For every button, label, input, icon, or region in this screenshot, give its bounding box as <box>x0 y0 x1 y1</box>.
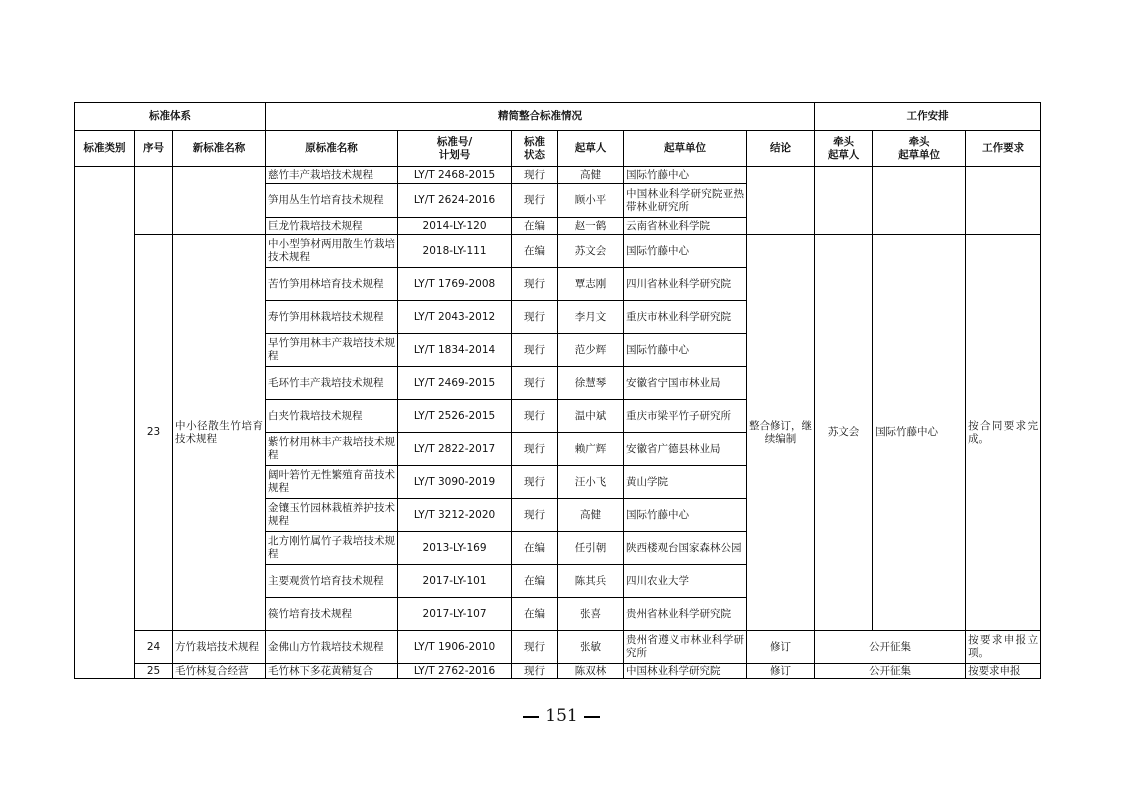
header-drafter: 起草人 <box>558 131 624 167</box>
standard-status: 在编 <box>512 235 558 268</box>
standard-code: LY/T 1906-2010 <box>398 631 512 664</box>
standard-code: 2017-LY-107 <box>398 598 512 631</box>
drafter-unit: 贵州省遵义市林业科学研究所 <box>624 631 747 664</box>
drafter-unit: 国际竹藤中心 <box>624 167 747 184</box>
header-standard-system: 标准体系 <box>75 103 266 131</box>
new-standard-name: 毛竹林复合经营 <box>173 664 266 679</box>
drafter-name: 赖广辉 <box>558 433 624 466</box>
orig-standard-name: 北方刚竹属竹子栽培技术规程 <box>266 532 398 565</box>
drafter-name: 张敏 <box>558 631 624 664</box>
standard-status: 在编 <box>512 565 558 598</box>
orig-standard-name: 中小型笋材两用散生竹栽培技术规程 <box>266 235 398 268</box>
orig-standard-name: 金镶玉竹园林栽植养护技术规程 <box>266 499 398 532</box>
drafter-unit: 国际竹藤中心 <box>624 334 747 367</box>
lead-cell-continued <box>815 167 873 235</box>
standard-code: LY/T 1834-2014 <box>398 334 512 367</box>
orig-standard-name: 笋用丛生竹培育技术规程 <box>266 184 398 218</box>
header-std-no-line2: 计划号 <box>438 148 471 161</box>
conclusion: 修订 <box>747 664 815 679</box>
footer-dash-right <box>584 716 600 718</box>
row-number: 24 <box>135 631 173 664</box>
orig-standard-name: 阔叶箬竹无性繁殖育苗技术规程 <box>266 466 398 499</box>
work-requirement: 按合同要求完成。 <box>966 235 1041 631</box>
header-streamline-status: 精简整合标准情况 <box>266 103 815 131</box>
lead-drafter: 苏文会 <box>815 235 873 631</box>
standard-status: 现行 <box>512 466 558 499</box>
standard-status: 现行 <box>512 301 558 334</box>
work-requirement: 按要求申报立项。 <box>966 631 1041 664</box>
header-no: 序号 <box>135 131 173 167</box>
drafter-unit: 贵州省林业科学研究院 <box>624 598 747 631</box>
orig-standard-name: 苦竹笋用林培育技术规程 <box>266 268 398 301</box>
drafter-unit: 重庆市梁平竹子研究所 <box>624 400 747 433</box>
orig-standard-name: 金佛山方竹栽培技术规程 <box>266 631 398 664</box>
table-row <box>75 235 1041 268</box>
drafter-name: 范少辉 <box>558 334 624 367</box>
orig-standard-name: 篌竹培育技术规程 <box>266 598 398 631</box>
standard-code: 2014-LY-120 <box>398 218 512 235</box>
footer-dash-left <box>523 716 539 718</box>
drafter-name: 汪小飞 <box>558 466 624 499</box>
drafter-unit: 中国林业科学研究院 <box>624 664 747 679</box>
orig-standard-name: 主要观赏竹培育技术规程 <box>266 565 398 598</box>
orig-standard-name: 巨龙竹栽培技术规程 <box>266 218 398 235</box>
drafter-unit: 国际竹藤中心 <box>624 235 747 268</box>
drafter-unit: 重庆市林业科学研究院 <box>624 301 747 334</box>
drafter-name: 高健 <box>558 167 624 184</box>
conclusion-cell-continued <box>747 167 815 235</box>
drafter-name: 陈双林 <box>558 664 624 679</box>
drafter-unit: 中国林业科学研究院亚热带林业研究所 <box>624 184 747 218</box>
header-lead-unit <box>873 131 966 167</box>
header-std-no <box>398 131 512 167</box>
drafter-name: 李月文 <box>558 301 624 334</box>
standard-code: LY/T 2468-2015 <box>398 167 512 184</box>
standard-code: LY/T 2469-2015 <box>398 367 512 400</box>
header-lead <box>815 131 873 167</box>
orig-standard-name: 寿竹笋用林栽培技术规程 <box>266 301 398 334</box>
standard-status: 在编 <box>512 598 558 631</box>
standard-code: 2017-LY-101 <box>398 565 512 598</box>
standard-code: LY/T 1769-2008 <box>398 268 512 301</box>
header-std-no-line1: 标准号/ <box>436 135 473 148</box>
header-group-row <box>75 103 1041 131</box>
drafter-name: 张喜 <box>558 598 624 631</box>
header-orig-name: 原标准名称 <box>266 131 398 167</box>
header-conclusion: 结论 <box>747 131 815 167</box>
header-status <box>512 131 558 167</box>
drafter-unit: 安徽省宁国市林业局 <box>624 367 747 400</box>
standard-status: 现行 <box>512 400 558 433</box>
work-arrangement: 公开征集 <box>815 664 966 679</box>
header-lead-unit-line1: 牵头 <box>908 135 930 148</box>
drafter-name: 陈其兵 <box>558 565 624 598</box>
drafter-name: 苏文会 <box>558 235 624 268</box>
standard-status: 现行 <box>512 334 558 367</box>
standard-status: 现行 <box>512 433 558 466</box>
standard-status: 现行 <box>512 499 558 532</box>
standard-status: 现行 <box>512 631 558 664</box>
drafter-name: 徐慧琴 <box>558 367 624 400</box>
standards-table <box>74 102 1041 679</box>
header-new-name: 新标准名称 <box>173 131 266 167</box>
table-row <box>75 664 1041 679</box>
standard-status: 在编 <box>512 218 558 235</box>
drafter-unit: 陕西楼观台国家森林公园 <box>624 532 747 565</box>
new-standard-name: 中小径散生竹培育技术规程 <box>173 235 266 631</box>
standard-code: LY/T 2043-2012 <box>398 301 512 334</box>
header-requirement: 工作要求 <box>966 131 1041 167</box>
header-unit: 起草单位 <box>624 131 747 167</box>
conclusion: 整合修订，继续编制 <box>747 235 815 631</box>
no-cell-continued <box>135 167 173 235</box>
row-number: 25 <box>135 664 173 679</box>
drafter-name: 赵一鹤 <box>558 218 624 235</box>
standard-code: LY/T 2526-2015 <box>398 400 512 433</box>
work-requirement: 按要求申报 <box>966 664 1041 679</box>
drafter-name: 任引朝 <box>558 532 624 565</box>
page-footer <box>0 706 1123 726</box>
standard-status: 现行 <box>512 184 558 218</box>
standard-code: LY/T 3090-2019 <box>398 466 512 499</box>
header-category: 标准类别 <box>75 131 135 167</box>
header-column-row <box>75 131 1041 167</box>
table-row <box>75 167 1041 184</box>
drafter-unit: 安徽省广德县林业局 <box>624 433 747 466</box>
orig-standard-name: 毛竹林下多花黄精复合 <box>266 664 398 679</box>
conclusion: 修订 <box>747 631 815 664</box>
standard-code: 2018-LY-111 <box>398 235 512 268</box>
drafter-name: 顾小平 <box>558 184 624 218</box>
standard-code: LY/T 3212-2020 <box>398 499 512 532</box>
header-lead-unit-line2: 起草单位 <box>898 148 941 161</box>
lead-unit: 国际竹藤中心 <box>873 235 966 631</box>
drafter-unit: 云南省林业科学院 <box>624 218 747 235</box>
standard-status: 现行 <box>512 167 558 184</box>
header-lead-line2: 起草人 <box>827 148 860 161</box>
standard-code: LY/T 2624-2016 <box>398 184 512 218</box>
orig-standard-name: 毛环竹丰产栽培技术规程 <box>266 367 398 400</box>
row-number: 23 <box>135 235 173 631</box>
work-arrangement: 公开征集 <box>815 631 966 664</box>
header-status-line1: 标准 <box>524 135 546 148</box>
orig-standard-name: 紫竹材用林丰产栽培技术规程 <box>266 433 398 466</box>
drafter-unit: 四川农业大学 <box>624 565 747 598</box>
drafter-name: 温中斌 <box>558 400 624 433</box>
standard-code: LY/T 2822-2017 <box>398 433 512 466</box>
header-work-arrangement: 工作安排 <box>815 103 1041 131</box>
table-row <box>75 631 1041 664</box>
standard-code: LY/T 2762-2016 <box>398 664 512 679</box>
new-name-cell-continued <box>173 167 266 235</box>
lead-unit-cell-continued <box>873 167 966 235</box>
drafter-unit: 四川省林业科学研究院 <box>624 268 747 301</box>
standard-code: 2013-LY-169 <box>398 532 512 565</box>
new-standard-name: 方竹栽培技术规程 <box>173 631 266 664</box>
standard-status: 现行 <box>512 268 558 301</box>
drafter-name: 高健 <box>558 499 624 532</box>
standard-status: 现行 <box>512 367 558 400</box>
page-number: 151 <box>545 706 578 726</box>
standard-status: 现行 <box>512 664 558 679</box>
header-lead-line1: 牵头 <box>833 135 855 148</box>
requirement-cell-continued <box>966 167 1041 235</box>
orig-standard-name: 慈竹丰产栽培技术规程 <box>266 167 398 184</box>
drafter-name: 覃志刚 <box>558 268 624 301</box>
orig-standard-name: 白夹竹栽培技术规程 <box>266 400 398 433</box>
orig-standard-name: 早竹笋用林丰产栽培技术规程 <box>266 334 398 367</box>
drafter-unit: 黄山学院 <box>624 466 747 499</box>
drafter-unit: 国际竹藤中心 <box>624 499 747 532</box>
header-status-line2: 状态 <box>524 148 546 161</box>
category-cell <box>75 167 135 679</box>
standard-status: 在编 <box>512 532 558 565</box>
